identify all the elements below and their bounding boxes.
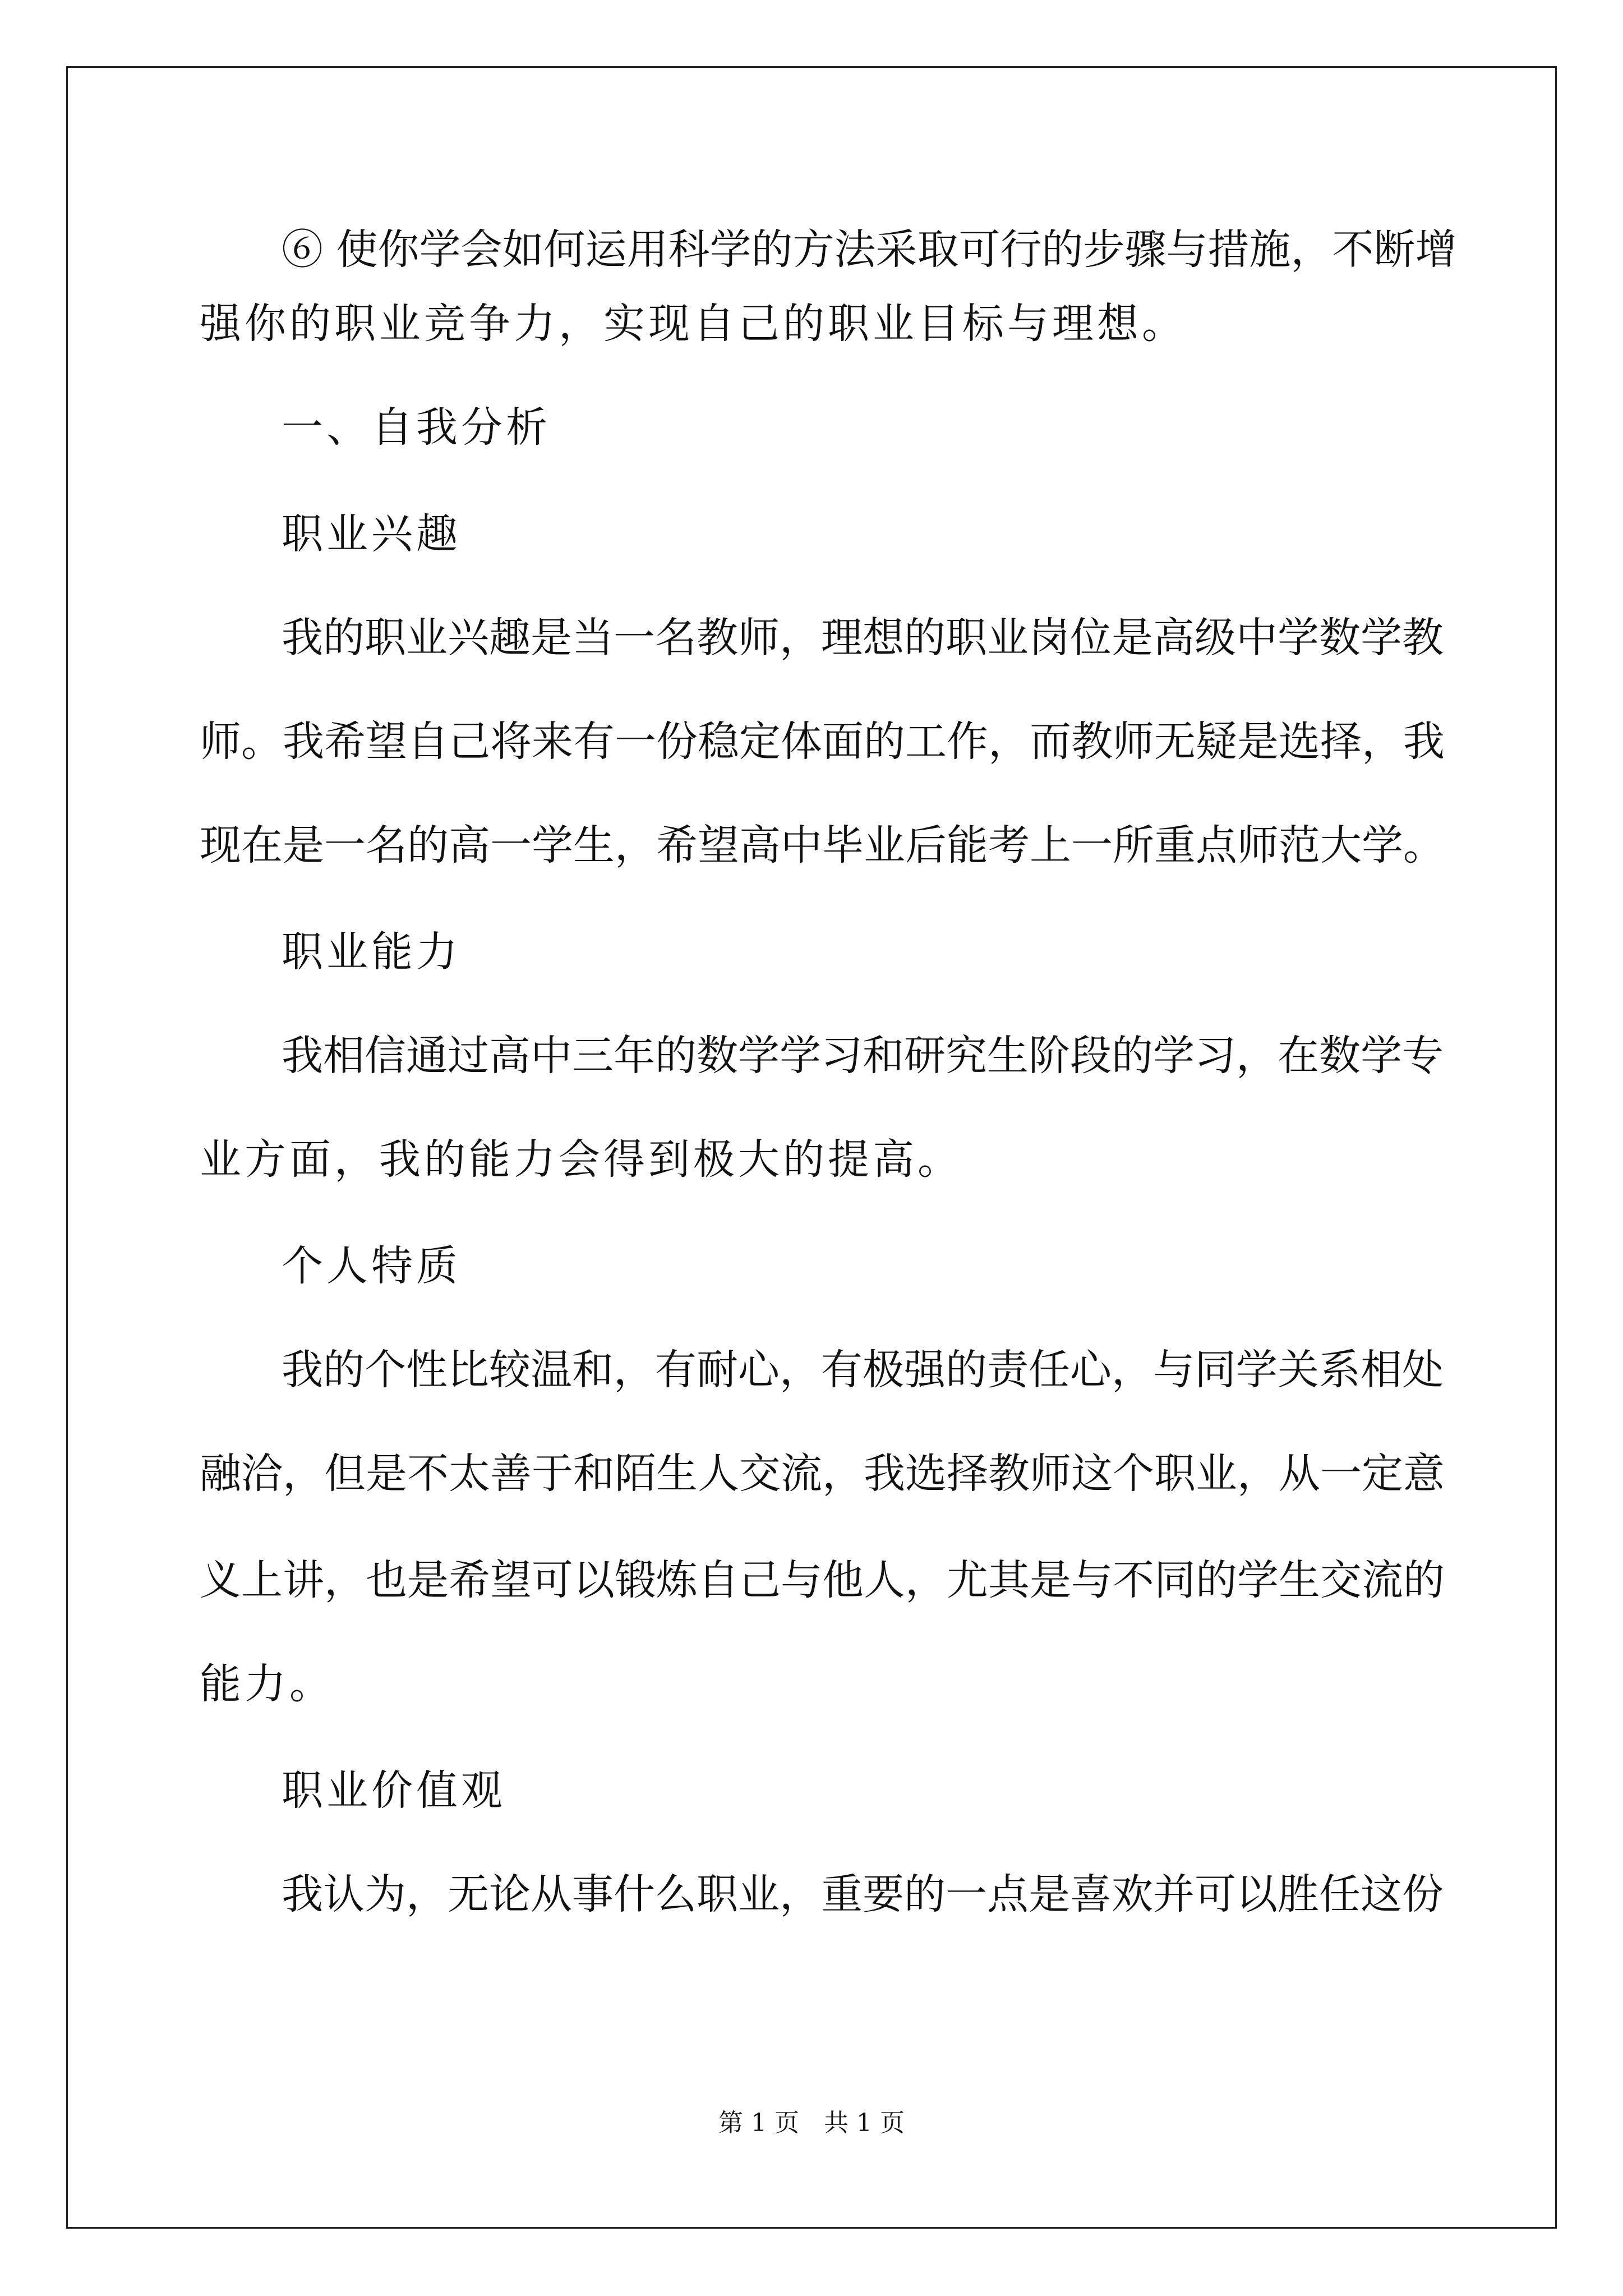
subsection-heading: 职业能力 <box>282 928 461 976</box>
subsection-heading: 个人特质 <box>282 1242 461 1290</box>
paragraph-line: 师。我希望自己将来有一份稳定体面的工作，而教师无疑是选择，我 <box>200 717 1445 766</box>
subsection-heading: 职业价值观 <box>282 1766 506 1815</box>
paragraph-line: ⑥ 使你学会如何运用科学的方法采取可行的步骤与措施，不断增 <box>282 226 1457 274</box>
page-footer: 第 1 页 共 1 页 <box>718 2109 905 2137</box>
paragraph-line: 融洽，但是不太善于和陌生人交流，我选择教师这个职业，从一定意 <box>200 1450 1445 1498</box>
paragraph-line: 强你的职业竞争力，实现自己的职业目标与理想。 <box>200 300 1187 348</box>
section-heading: 一、自我分析 <box>282 403 551 452</box>
paragraph-line: 能力。 <box>200 1660 334 1708</box>
paragraph-line: 我的职业兴趣是当一名教师，理想的职业岗位是高级中学数学教 <box>282 614 1444 662</box>
paragraph-line: 业方面，我的能力会得到极大的提高。 <box>200 1135 962 1184</box>
paragraph-line: 我认为，无论从事什么职业，重要的一点是喜欢并可以胜任这份 <box>282 1870 1444 1918</box>
paragraph-line: 我的个性比较温和，有耐心，有极强的责任心，与同学关系相处 <box>282 1346 1444 1394</box>
paragraph-line: 义上讲，也是希望可以锻炼自己与他人，尤其是与不同的学生交流的 <box>200 1556 1445 1604</box>
paragraph-line: 我相信通过高中三年的数学学习和研究生阶段的学习，在数学专 <box>282 1032 1444 1080</box>
paragraph-line: 现在是一名的高一学生，希望高中毕业后能考上一所重点师范大学。 <box>200 821 1445 869</box>
subsection-heading: 职业兴趣 <box>282 510 461 558</box>
